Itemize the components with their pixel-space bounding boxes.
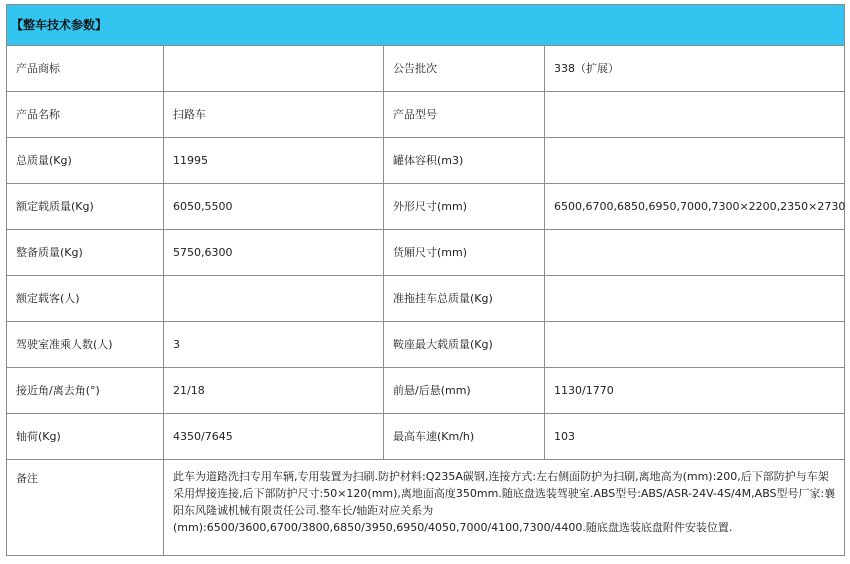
spec-row	[7, 368, 845, 414]
spec-value: 21/18	[164, 368, 384, 414]
spec-table	[6, 4, 845, 556]
spec-label: 接近角/离去角(°)	[7, 368, 164, 414]
spec-label: 轴荷(Kg)	[7, 414, 164, 460]
spec-panel	[6, 4, 844, 561]
spec-value: 3	[164, 322, 384, 368]
spec-label: 最高车速(Km/h)	[384, 414, 545, 460]
spec-label: 产品型号	[384, 92, 545, 138]
spec-label: 公告批次	[384, 46, 545, 92]
spec-label: 产品名称	[7, 92, 164, 138]
spec-label: 外形尺寸(mm)	[384, 184, 545, 230]
spec-value: 338（扩展）	[545, 46, 845, 92]
spec-value: 11995	[164, 138, 384, 184]
spec-value	[164, 46, 384, 92]
spec-row	[7, 414, 845, 460]
spec-label: 额定载质量(Kg)	[7, 184, 164, 230]
spec-label: 罐体容积(m3)	[384, 138, 545, 184]
spec-label: 产品商标	[7, 46, 164, 92]
spec-value: 扫路车	[164, 92, 384, 138]
spec-value: 5750,6300	[164, 230, 384, 276]
spec-value	[164, 276, 384, 322]
spec-value	[545, 138, 845, 184]
spec-row	[7, 46, 845, 92]
spec-row	[7, 276, 845, 322]
spec-label: 总质量(Kg)	[7, 138, 164, 184]
notes-label: 备注	[7, 460, 164, 556]
spec-value: 103	[545, 414, 845, 460]
notes-row	[7, 460, 845, 556]
spec-row	[7, 184, 845, 230]
spec-value	[545, 276, 845, 322]
spec-value	[545, 92, 845, 138]
spec-label: 货厢尺寸(mm)	[384, 230, 545, 276]
spec-value: 6050,5500	[164, 184, 384, 230]
spec-label: 整备质量(Kg)	[7, 230, 164, 276]
spec-label: 准拖挂车总质量(Kg)	[384, 276, 545, 322]
spec-value	[545, 322, 845, 368]
section-header-row	[7, 5, 845, 46]
spec-row	[7, 92, 845, 138]
spec-row	[7, 138, 845, 184]
spec-label: 鞍座最大载质量(Kg)	[384, 322, 545, 368]
spec-value: 4350/7645	[164, 414, 384, 460]
spec-value: 6500,6700,6850,6950,7000,7300×2200,2350×2730	[545, 184, 845, 230]
spec-value: 1130/1770	[545, 368, 845, 414]
spec-row	[7, 230, 845, 276]
notes-text: 此车为道路洗扫专用车辆,专用装置为扫刷.防护材料:Q235A碳钢,连接方式:左右侧面防护为扫刷,离地高为(mm):200,后下部防护与车架采用焊接连接,后下部防护尺寸:50×120(mm),离地面高度350mm.随底盘选装驾驶室.ABS型号:ABS/ASR-24V-4S/4M,ABS型号厂家:襄阳东风隆诚机械有限责任公司.整车长/轴距对应关系为(mm):6500/3600,6700/3800,6850/3950,6950/4050,7000/4100,7300/4400.随底盘选装底盘附件安装位置.	[164, 460, 845, 556]
section-title: 【整车技术参数】	[7, 5, 845, 46]
spec-label: 驾驶室准乘人数(人)	[7, 322, 164, 368]
spec-value	[545, 230, 845, 276]
spec-row	[7, 322, 845, 368]
spec-label: 额定载客(人)	[7, 276, 164, 322]
spec-label: 前悬/后悬(mm)	[384, 368, 545, 414]
